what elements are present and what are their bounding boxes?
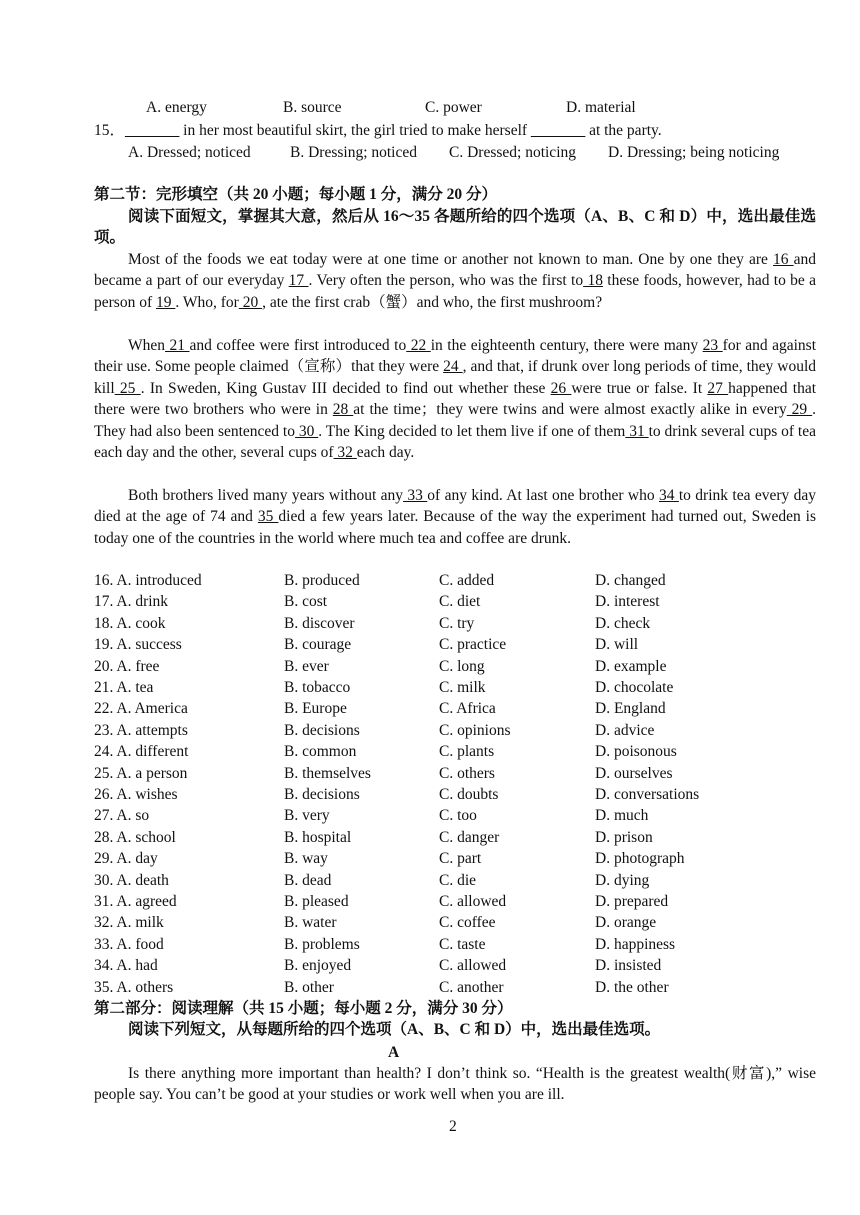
blank-20: 20 [238,293,263,311]
option-20-d: D. example [595,657,667,675]
option-18-c: C. try [439,614,475,632]
option-31-c: C. allowed [439,893,507,910]
option-23-a: 23. A. attempts [94,721,188,739]
q14-option-a: A. energy [146,99,207,116]
option-33-a: 33. A. food [94,935,164,953]
option-25-b: B. themselves [284,764,371,782]
option-29-d: D. photograph [595,850,685,868]
q15-text-mid: in her most beautiful skirt, the girl tried to make herself [179,122,531,139]
blank-24: 24 [443,358,463,376]
q14-option-b: B. source [283,99,342,116]
option-26-b: B. decisions [284,786,360,803]
option-22-b: B. Europe [284,700,347,718]
q15-text-end: at the party. [585,122,662,139]
q15-option-d: D. Dressing; being noticing [608,144,780,161]
q15-blank-1: _______ [125,122,180,139]
option-18-b: B. discover [284,614,355,632]
option-34-b: B. enjoyed [284,957,352,975]
blank-27: 27 [707,379,729,397]
option-26-a: 26. A. wishes [94,786,178,803]
option-31-d: D. prepared [595,893,669,910]
option-32-c: C. coffee [439,914,496,932]
blank-19: 19 [156,293,176,311]
blank-22: 22 [406,337,431,354]
option-30-a: 30. A. death [94,871,169,889]
option-23-c: C. opinions [439,721,511,739]
option-35-c: C. another [439,978,504,996]
passage-a-text: Is there anything more important than health? I don’t think so. “Health is the greatest wealth(财富),” wise people say. You can’t be good at your studies or work well when you are ill. [94,1065,816,1104]
option-29-a: 29. A. day [94,850,158,868]
option-35-b: B. other [284,978,334,996]
blank-26: 26 [550,379,572,397]
option-22-a: 22. A. America [94,700,188,718]
option-31-a: 31. A. agreed [94,893,177,910]
option-29-c: C. part [439,850,482,868]
option-21-b: B. tobacco [284,679,351,696]
option-19-c: C. practice [439,636,507,654]
option-19-b: B. courage [284,636,352,654]
blank-17: 17 [288,272,309,290]
option-19-a: 19. A. success [94,636,182,654]
q15-number: 15． [94,122,126,139]
cloze-paragraph-1: Most of the foods we eat today were at one time or another not known to man. One by one they are 16 and became a part of our everyday 17 . Very often the person, who was the first to 18 these foods, however, had to be a person of 19 . Who, for 20 , ate the first crab（蟹）and who, the first mushroom? [94,251,817,311]
q14-option-d: D. material [566,99,636,116]
option-25-a: 25. A. a person [94,764,188,782]
blank-16: 16 [773,251,794,268]
q15-option-a: A. Dressed; noticed [128,144,251,161]
option-18-d: D. check [595,614,651,632]
option-32-b: B. water [284,914,337,932]
option-33-c: C. taste [439,935,486,953]
q15-option-b: B. Dressing; noticed [290,144,417,161]
option-17-d: D. interest [595,593,660,611]
option-25-d: D. ourselves [595,764,673,782]
cloze-paragraph-3: Both brothers lived many years without any 33 of any kind. At last one brother who 34 to drink tea every day died at the age of 74 and 35 died a few years later. Because of the way the experiment had turned out, Sweden is today one of the countries in the world where much tea and coffee are drunk. [94,487,817,547]
blank-29: 29 [786,401,813,419]
option-27-d: D. much [595,807,649,825]
blank-32: 32 [333,444,357,462]
option-16-d: D. changed [595,572,666,589]
option-35-a: 35. A. others [94,978,174,996]
option-16-b: B. produced [284,572,360,589]
option-19-d: D. will [595,636,639,654]
option-27-a: 27. A. so [94,807,150,825]
option-28-a: 28. A. school [94,828,176,846]
option-31-b: B. pleased [284,893,349,910]
q14-option-c: C. power [425,99,482,116]
blank-21: 21 [165,337,190,354]
q15-blank-2: _______ [530,122,586,139]
option-17-c: C. diet [439,593,481,611]
option-16-c: C. added [439,572,495,589]
page-number: 2 [449,1118,457,1135]
cloze-paragraph-2: When 21 and coffee were first introduced to 22 in the eighteenth century, there were many 23 for and against their use. Some people claimed（宣称）that they were 24 , and that, if drunk over long periods of time, they would kill 25 . In Sweden, King Gustav III decided to find out whether these 26 were true or false. It 27 happened that there were two brothers who were in 28 at the time；they were twins and were almost exactly alike in every 29 . They had also been sentenced to 30 . The King decided to let them live if one of them 31 to drink several cups of tea each day and the other, several cups of 32 each day. [94,337,817,462]
option-24-a: 24. A. different [94,743,189,761]
blank-23: 23 [702,337,723,354]
blank-18: 18 [583,272,603,290]
option-21-d: D. chocolate [595,679,674,696]
option-22-c: C. Africa [439,700,496,718]
option-28-b: B. hospital [284,828,352,846]
option-20-b: B. ever [284,657,329,675]
part2-instruction: 阅读下列短文，从每题所给的四个选项（A、B、C 和 D）中，选出最佳选项。 [128,1021,661,1038]
option-28-d: D. prison [595,828,653,846]
option-27-b: B. very [284,807,330,825]
section2-heading: 第二节：完形填空（共 20 小题；每小题 1 分，满分 20 分） [94,186,498,203]
option-32-a: 32. A. milk [94,914,164,932]
option-35-d: D. the other [595,978,669,996]
option-30-c: C. die [439,871,477,889]
option-33-d: D. happiness [595,935,676,953]
blank-28: 28 [332,401,354,419]
option-34-a: 34. A. had [94,957,158,975]
blank-25: 25 [114,379,141,397]
option-24-c: C. plants [439,743,495,761]
option-22-d: D. England [595,700,666,718]
option-20-a: 20. A. free [94,657,160,675]
blank-35: 35 [257,508,279,526]
option-24-b: B. common [284,743,357,761]
option-29-b: B. way [284,850,328,868]
q15-option-c: C. Dressed; noticing [449,144,576,161]
option-34-c: C. allowed [439,957,507,975]
option-28-c: C. danger [439,828,500,846]
option-23-b: B. decisions [284,721,360,739]
section2-instruction: 阅读下面短文，掌握其大意，然后从 16～35 各题所给的四个选项（A、B、C 和 D）中，选出最佳选项。 [94,208,816,247]
option-24-d: D. poisonous [595,743,677,761]
option-16-a: 16. A. introduced [94,572,202,589]
option-30-d: D. dying [595,871,650,889]
blank-34: 34 [659,487,679,504]
option-34-d: D. insisted [595,957,662,975]
option-32-d: D. orange [595,914,657,932]
option-27-c: C. too [439,807,477,825]
option-17-a: 17. A. drink [94,593,169,611]
option-23-d: D. advice [595,721,655,739]
blank-33: 33 [403,487,428,504]
option-26-d: D. conversations [595,786,700,803]
option-30-b: B. dead [284,871,332,889]
option-20-c: C. long [439,657,485,675]
option-26-c: C. doubts [439,786,499,803]
option-33-b: B. problems [284,935,360,953]
blank-31: 31 [625,422,649,440]
passage-a-label: A [388,1044,400,1061]
option-25-c: C. others [439,764,495,782]
option-21-c: C. milk [439,679,486,696]
option-17-b: B. cost [284,593,328,611]
option-18-a: 18. A. cook [94,614,166,632]
blank-30: 30 [295,422,319,440]
q15-stem [94,121,662,141]
part2-heading: 第二部分：阅读理解（共 15 小题；每小题 2 分，满分 30 分） [94,1000,513,1017]
option-21-a: 21. A. tea [94,679,154,696]
